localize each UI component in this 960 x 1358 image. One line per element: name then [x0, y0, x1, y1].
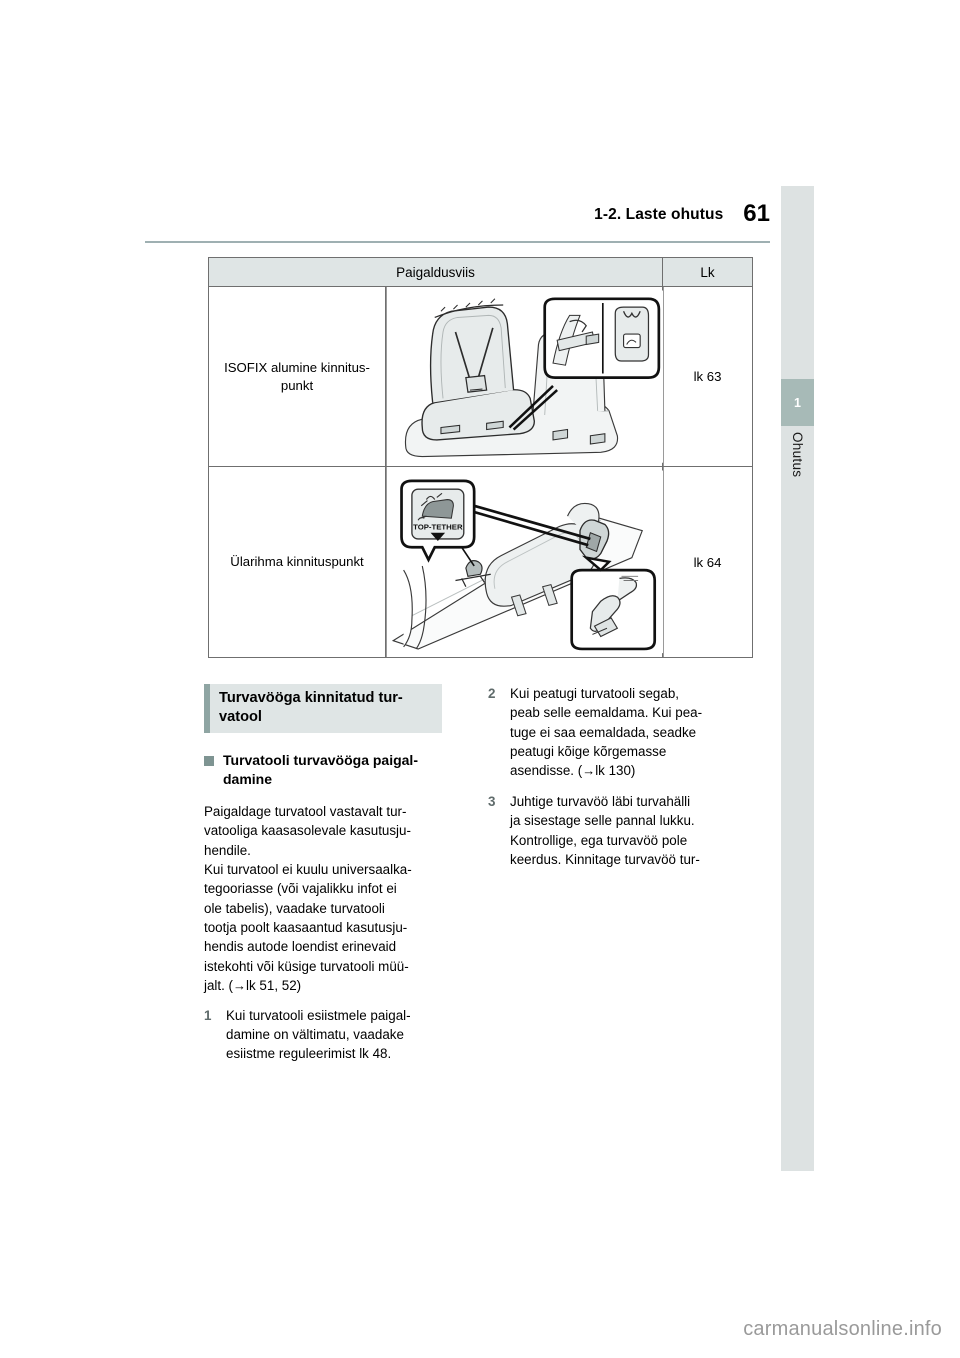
table-row — [209, 467, 753, 658]
figure-cell — [386, 287, 663, 467]
section-title: 1-2. Laste ohutus — [594, 206, 724, 223]
square-bullet-icon — [204, 756, 214, 766]
step-list-left — [204, 1006, 459, 1064]
isofix-illustration-svg — [387, 287, 663, 466]
figure-cell — [386, 467, 663, 658]
row-page-ref: lk 63 — [663, 287, 753, 467]
row-label-isofix: ISOFIX alumine kinnitus- punkt — [209, 287, 386, 467]
step-text: Juhtige turvavöö läbi turvahälli ja sisestage selle pannal lukku. Kontrollige, ega turvavöö pole keerdus. Kinnitage turvavöö tur- — [510, 793, 700, 867]
subsection-heading — [204, 751, 459, 788]
column-header-page: Lk — [663, 258, 753, 287]
table-row — [209, 287, 753, 467]
top-tether-illustration-svg — [387, 467, 663, 657]
top-tether-anchor-illustration — [386, 466, 664, 658]
column-header-method: Paigaldusviis — [209, 258, 663, 287]
step-list-right — [488, 684, 743, 869]
list-item — [204, 1006, 459, 1064]
row-label-top-tether: Ülarihma kinnituspunkt — [209, 467, 386, 658]
chapter-label-text: Ohutus — [790, 432, 805, 478]
list-item — [488, 792, 743, 869]
step-text: Kui turvatooli esiistmele paigal- damine on vältimatu, vaadake esiistme reguleerimist lk 48. — [226, 1007, 411, 1062]
page-header — [145, 200, 770, 244]
chapter-label — [781, 432, 814, 552]
subsection-heading-text: Turvatooli turvavööga paigal- damine — [223, 751, 418, 787]
list-item — [488, 684, 743, 781]
right-text-column — [488, 684, 743, 880]
step-number: 1 — [204, 1007, 212, 1023]
installation-method-table — [208, 257, 753, 658]
paragraph-1: Paigaldage turvatool vastavalt tur- vatooliga kaasasolevale kasutusju- hendile. — [204, 804, 411, 858]
step-number: 3 — [488, 793, 496, 809]
header-rule — [145, 241, 770, 243]
paragraph-2: Kui turvatool ei kuulu universaalka- tegooriasse (või vajalikku infot ei ole tabelis), vaadake turvatooli tootja poolt kaasaantud kasutusju- hendis autode loendist erinevaid istekohti või küsige turvatooli müü- jalt. (→lk 51, 52) — [204, 862, 412, 993]
chapter-number-badge: 1 — [781, 379, 814, 426]
step-text: Kui peatugi turvatooli segab, peab selle eemaldama. Kui pea- tuge ei saa eemaldada, seadke peatugi kõige kõrgemasse asendisse. (→lk 130) — [510, 686, 703, 779]
step-number: 2 — [488, 686, 496, 701]
chapter-tab-strip — [781, 186, 814, 1171]
page-number: 61 — [743, 200, 770, 227]
svg-text:TOP-TETHER: TOP-TETHER — [413, 522, 463, 532]
section-heading: Turvavööga kinnitatud tur- vatool — [204, 684, 442, 733]
isofix-lower-anchor-illustration — [386, 286, 664, 467]
left-text-column — [204, 684, 459, 1074]
watermark: carmanualsonline.info — [743, 1318, 942, 1340]
table-header-row — [209, 258, 753, 287]
row-page-ref: lk 64 — [663, 467, 753, 658]
